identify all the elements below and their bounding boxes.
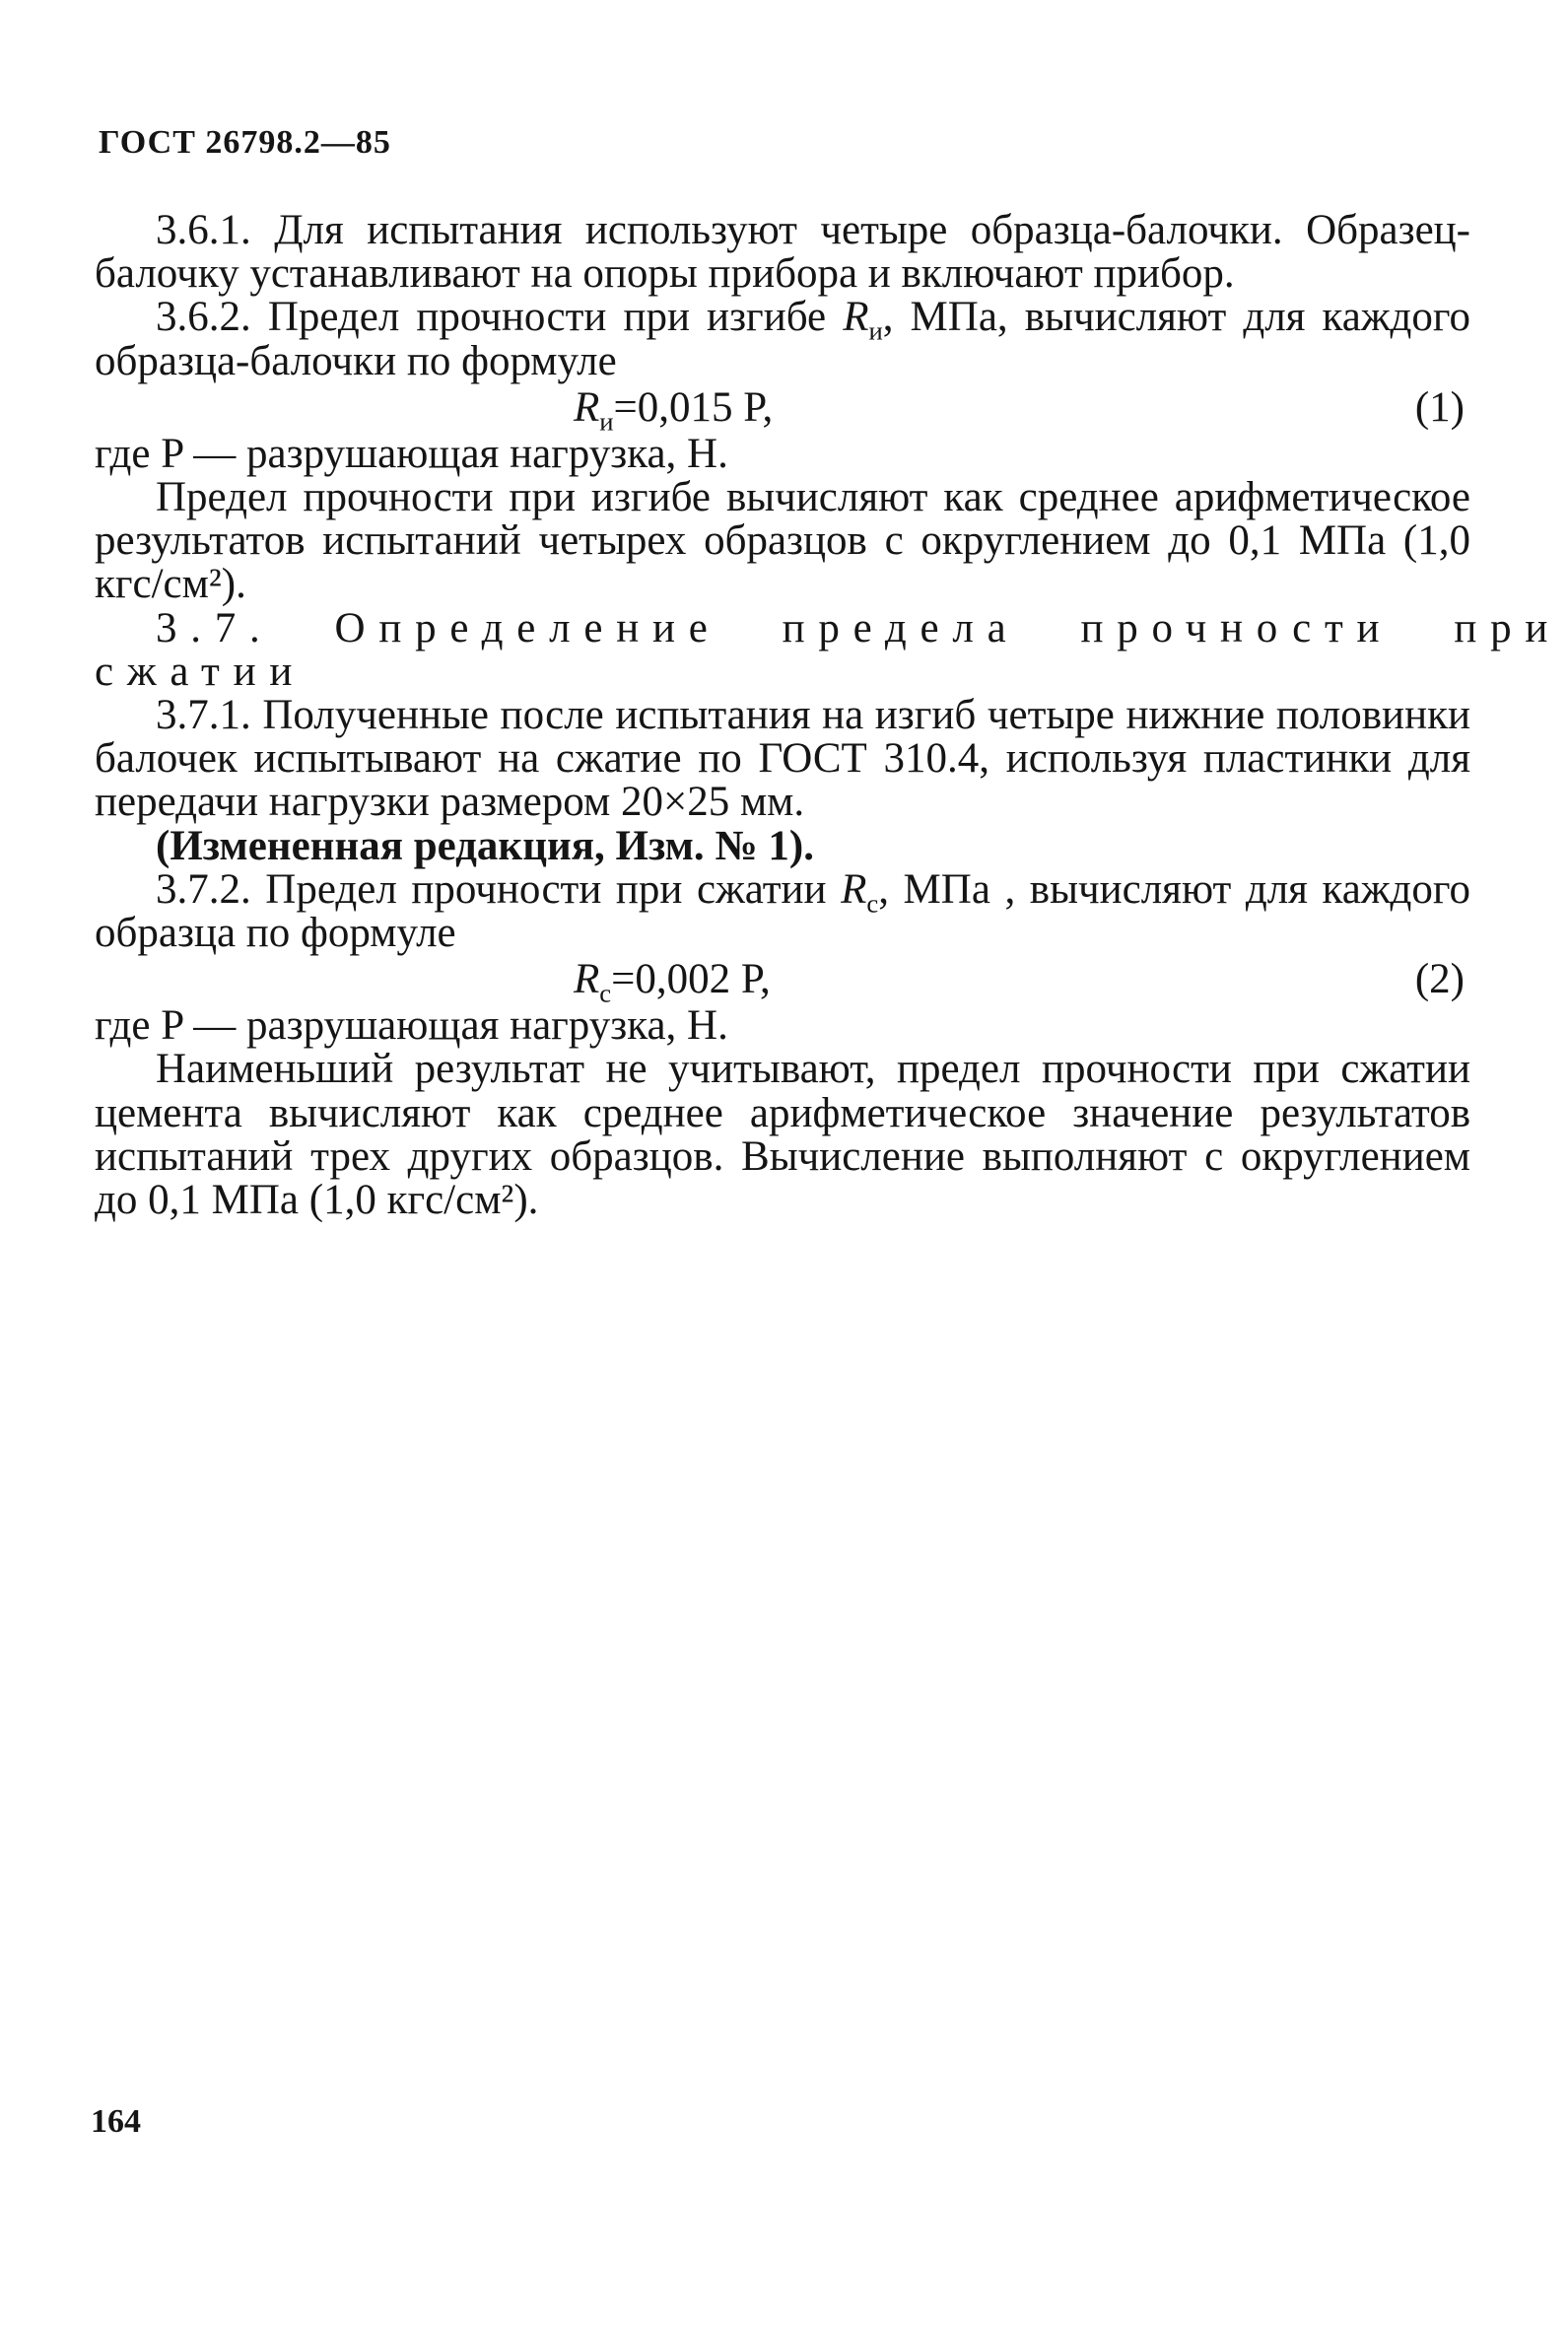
paragraph-3-6-1: 3.6.1. Для испытания используют четыре образца-балочки. Образец-балочку устанавливают на опоры прибора и включают прибор. xyxy=(95,207,1470,298)
paragraph-3-7-2 xyxy=(95,865,1470,957)
formula-expression xyxy=(574,956,771,1008)
formula-number: (1) xyxy=(1414,383,1465,431)
document-header: ГОСТ 26798.2—85 xyxy=(99,124,391,161)
paragraph-average-bending: Предел прочности при изгибе вычисляют как среднее арифметическое результатов испытаний четырех образцов с округлением до 0,1 МПа (1,0 кгс/см²). xyxy=(95,474,1470,608)
paragraph-text: 3.7.2. Предел прочности при сжатии xyxy=(156,865,842,913)
heading-word: при xyxy=(1454,604,1562,651)
symbol-r: R xyxy=(843,294,869,341)
formula-number: (2) xyxy=(1414,956,1465,1003)
heading-word: Определение xyxy=(334,604,721,651)
paragraph-text: , МПа, вычисляют для каждого образца-балочки по формуле xyxy=(95,294,1471,384)
formula-rhs: =0,015 P, xyxy=(613,383,774,431)
paragraph-text: 3.6.2. Предел прочности при изгибе xyxy=(156,294,844,341)
paragraph-text: , МПа , вычисляют для каждого образца по формуле xyxy=(95,865,1470,957)
heading-word: предела xyxy=(782,604,1020,651)
section-heading-continuation: сжатии xyxy=(95,648,307,695)
document-body xyxy=(95,207,1562,1224)
paragraph-3-7-1: 3.7.1. Полученные после испытания на изгиб четыре нижние половинки балочек испытывают на сжатие по ГОСТ 310.4, используя пластинки для передачи нагрузки размером 20×25 мм. xyxy=(95,692,1470,826)
symbol-subscript: c xyxy=(866,888,879,919)
page-number: 164 xyxy=(91,2103,141,2140)
formula-subscript: c xyxy=(599,978,612,1008)
paragraph-3-6-2 xyxy=(95,296,1470,382)
formula-1 xyxy=(95,383,1470,437)
formula-lhs: R xyxy=(574,956,600,1003)
where-clause-1: где P — разрушающая нагрузка, Н. xyxy=(95,430,728,477)
formula-2 xyxy=(95,956,1470,1008)
heading-word: прочности xyxy=(1080,604,1394,651)
formula-expression xyxy=(574,383,774,437)
amendment-note: (Измененная редакция, Изм. № 1). xyxy=(156,822,814,869)
formula-subscript: и xyxy=(599,406,614,437)
formula-rhs: =0,002 P, xyxy=(611,956,771,1003)
heading-number: 3.7. xyxy=(156,604,274,651)
symbol-r: R xyxy=(841,865,867,913)
paragraph-least-result: Наименьший результат не учитывают, предел прочности при сжатии цемента вычисляют как среднее арифметическое значение результатов испытаний трех других образцов. Вычисление выполняют с округлением до 0,1 МПа (1,0 кгс/см²). xyxy=(95,1046,1470,1224)
where-clause-2: где P — разрушающая нагрузка, Н. xyxy=(95,1002,728,1050)
symbol-subscript: и xyxy=(868,316,883,346)
section-heading-3-7 xyxy=(95,604,1562,651)
formula-lhs: R xyxy=(574,383,600,431)
